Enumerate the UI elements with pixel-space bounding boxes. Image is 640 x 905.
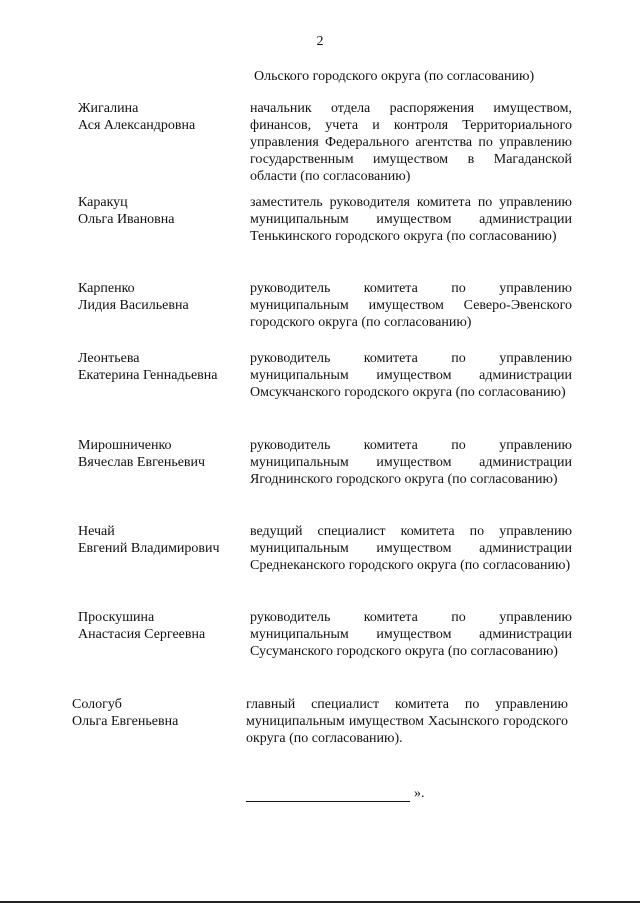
member-name (78, 280, 248, 314)
member-surname: Нечай (78, 524, 115, 539)
member-name (78, 523, 248, 557)
page-number: 2 (316, 34, 324, 49)
member-role: начальник отдела распоряжения имуществом, финансов, учета и контроля Территориального управления Федерального агентства по управлению государственным имуществом в Магаданской области (по согласованию) (250, 101, 572, 184)
member-given-names: Ольга Ивановна (78, 212, 175, 227)
member-role: руководитель комитета по управлению муниципальным имуществом администрации Омсукчанского городского округа (по согласованию) (250, 351, 572, 400)
bottom-rule (0, 901, 640, 903)
member-given-names: Анастасия Сергеевна (78, 627, 206, 642)
member-role: ведущий специалист комитета по управлению муниципальным имуществом администрации Среднеканского городского округа (по согласованию) (250, 524, 572, 573)
member-role: руководитель комитета по управлению муниципальным имуществом администрации Ягоднинского городского округа (по согласованию) (250, 438, 572, 487)
member-surname: Жигалина (78, 101, 139, 116)
closing-quote: ». (414, 786, 425, 801)
member-given-names: Ася Александровна (78, 118, 196, 133)
member-surname: Сологуб (72, 697, 122, 712)
member-name (72, 696, 242, 730)
member-surname: Проскушина (78, 610, 155, 625)
closing-signature (246, 785, 425, 802)
member-given-names: Лидия Васильевна (78, 298, 189, 313)
member-role: руководитель комитета по управлению муниципальным имуществом администрации Сусуманского городского округа (по согласованию) (250, 610, 572, 659)
signature-line (246, 789, 410, 802)
member-name (78, 194, 248, 228)
member-name (78, 437, 248, 471)
member-surname: Карпенко (78, 281, 135, 296)
member-role: заместитель руководителя комитета по управлению муниципальным имуществом администрации Тенькинского городского округа (по согласованию) (250, 195, 572, 244)
member-given-names: Екатерина Геннадьевна (78, 368, 218, 383)
member-name (78, 350, 248, 384)
member-role: руководитель комитета по управлению муниципальным имуществом Северо-Эвенского городского округа (по согласованию) (250, 281, 572, 330)
member-role: главный специалист комитета по управлению муниципальным имуществом Хасынского городского округа (по согласованию). (246, 697, 568, 746)
member-surname: Мирошниченко (78, 438, 172, 453)
member-given-names: Евгений Владимирович (78, 541, 220, 556)
continuation-text: Ольского городского округа (по согласованию) (254, 69, 535, 84)
member-surname: Леонтьева (78, 351, 140, 366)
member-surname: Каракуц (78, 195, 128, 210)
member-name (78, 609, 248, 643)
member-given-names: Ольга Евгеньевна (72, 714, 179, 729)
member-name (78, 100, 248, 134)
member-given-names: Вячеслав Евгеньевич (78, 455, 206, 470)
